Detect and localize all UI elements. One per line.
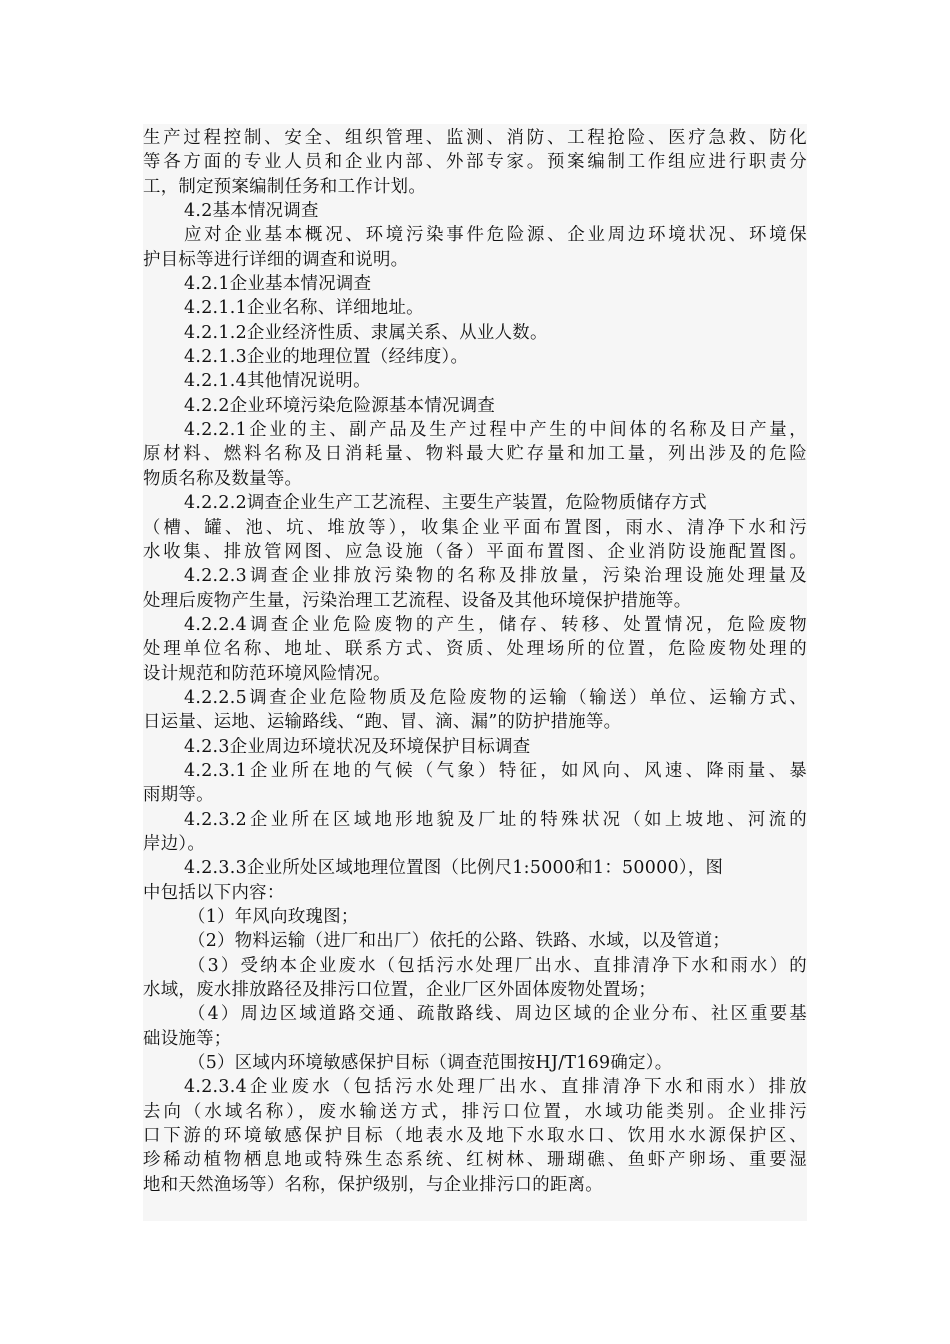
text-line: 4.2.2.3调查企业排放污染物的名称及排放量，污染治理设施处理量及	[184, 566, 807, 587]
text-line: 珍稀动植物栖息地或特殊生态系统、红树林、珊瑚礁、鱼虾产卵场、重要湿	[143, 1150, 807, 1171]
text-line: 4.2.2.1企业的主、副产品及生产过程中产生的中间体的名称及日产量，	[184, 420, 807, 441]
list-item: （3）受纳本企业废水（包括污水处理厂出水、直排清净下水和雨水）的	[188, 955, 807, 976]
text-line: 4.2.2.2调查企业生产工艺流程、主要生产装置，危险物质储存方式	[184, 493, 707, 514]
text-line: 4.2.2.5调查企业危险物质及危险废物的运输（输送）单位、运输方式、	[184, 687, 807, 708]
list-item: （1）年风向玫瑰图；	[188, 907, 359, 927]
text-line: 护目标等进行详细的调查和说明。	[143, 249, 409, 270]
text-line: 设计规范和防范环境风险情况。	[143, 663, 391, 684]
section-heading: 4.2基本情况调查	[184, 201, 319, 222]
text-line: 4.2.3.2企业所在区域地形地貌及厂址的特殊状况（如上坡地、河流的	[184, 809, 807, 830]
text-line: 4.2.3.4企业废水（包括污水处理厂出水、直排清净下水和雨水）排放	[184, 1077, 807, 1098]
text-line: 物质名称及数量等。	[143, 468, 303, 489]
text-line: 4.2.2.4调查企业危险废物的产生，储存、转移、处置情况，危险废物	[184, 614, 807, 635]
text-line: 4.2.1.1企业名称、详细地址。	[184, 298, 424, 319]
text-line: （槽、罐、池、坑、堆放等），收集企业平面布置图，雨水、清净下水和污	[143, 517, 807, 538]
text-line: 岸边）。	[143, 833, 206, 854]
text-line: 处理后废物产生量，污染治理工艺流程、设备及其他环境保护措施等。	[143, 590, 692, 611]
text-line: 水域，废水排放路径及排污口位置，企业厂区外固体废物处置场；	[143, 980, 657, 1001]
text-line: 口下游的环境敏感保护目标（地表水及地下水取水口、饮用水水源保护区、	[143, 1126, 807, 1147]
section-heading: 4.2.1企业基本情况调查	[184, 274, 372, 295]
text-line: 地和天然渔场等）名称，保护级别，与企业排污口的距离。	[143, 1174, 603, 1195]
text-line: 生产过程控制、安全、组织管理、监测、消防、工程抢险、医疗急救、防化	[143, 128, 807, 148]
text-line: 4.2.3.3企业所处区域地理位置图（比例尺1:5000和1：50000），图	[184, 858, 724, 879]
text-line: 中包括以下内容：	[143, 882, 285, 903]
list-item: （5）区域内环境敏感保护目标（调查范围按HJ/T169确定）。	[188, 1053, 673, 1074]
text-line: 日运量、运地、运输路线、“跑、冒、滴、漏”的防护措施等。	[143, 712, 622, 733]
text-line: 雨期等。	[143, 785, 214, 806]
section-heading: 4.2.3企业周边环境状况及环境保护目标调查	[184, 736, 531, 757]
text-line: 应对企业基本概况、环境污染事件危险源、企业周边环境状况、环境保	[184, 225, 807, 246]
text-line: 原材料、燃料名称及日消耗量、物料最大贮存量和加工量，列出涉及的危险	[143, 444, 807, 465]
text-line: 等各方面的专业人员和企业内部、外部专家。预案编制工作组应进行职责分	[143, 152, 807, 173]
text-line: 础设施等；	[143, 1028, 232, 1049]
section-heading: 4.2.2企业环境污染危险源基本情况调查	[184, 395, 496, 416]
text-line: 工，制定预案编制任务和工作计划。	[143, 176, 427, 197]
text-line: 水收集、排放管网图、应急设施（备）平面布置图、企业消防设施配置图。	[143, 541, 807, 562]
text-line: 4.2.1.2企业经济性质、隶属关系、从业人数。	[184, 322, 548, 343]
text-line: 去向（水域名称），废水输送方式，排污口位置，水域功能类别。企业排污	[143, 1101, 807, 1122]
text-line: 4.2.1.3企业的地理位置（经纬度）。	[184, 347, 469, 368]
text-line: 处理单位名称、地址、联系方式、资质、处理场所的位置，危险废物处理的	[143, 639, 807, 660]
text-line: 4.2.3.1企业所在地的气候（气象）特征，如风向、风速、降雨量、暴	[184, 760, 807, 781]
document-text-block	[143, 124, 807, 1221]
list-item: （2）物料运输（进厂和出厂）依托的公路、铁路、水域，以及管道；	[188, 931, 731, 952]
list-item: （4）周边区域道路交通、疏散路线、周边区域的企业分布、社区重要基	[188, 1004, 807, 1025]
text-line: 4.2.1.4其他情况说明。	[184, 371, 371, 392]
